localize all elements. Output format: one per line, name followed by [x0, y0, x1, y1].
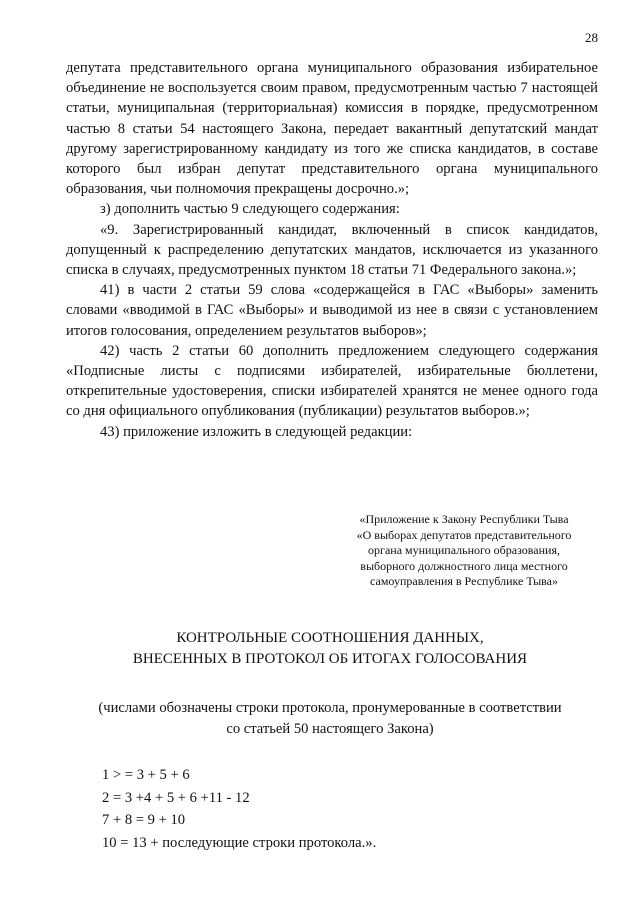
control-relations	[102, 764, 376, 854]
formula-line: 10 = 13 + последующие строки протокола.».	[102, 834, 377, 851]
appendix-note-line: самоуправления в Республике Тыва»	[370, 574, 558, 589]
body-text	[66, 58, 598, 442]
appendix-note-line: выборного должностного лица местного	[360, 558, 568, 573]
section-subheading	[60, 698, 600, 740]
paragraph-item-43: 43) приложение изложить в следующей редакции:	[100, 423, 413, 440]
section-heading	[60, 628, 600, 670]
subheading-line: со статьей 50 настоящего Закона)	[226, 721, 434, 737]
appendix-note	[332, 512, 596, 590]
paragraph-item-z: з) дополнить частью 9 следующего содержания:	[100, 201, 400, 218]
heading-line: ВНЕСЕННЫХ В ПРОТОКОЛ ОБ ИТОГАХ ГОЛОСОВАНИЯ	[132, 651, 528, 667]
paragraph-continuation: депутата представительного органа муниципального образования избирательное объединение не воспользуется своим правом, предусмотренным частью 7 настоящей статьи, муниципальная (территориальная) комиссия в порядке, предусмотренном частью 8 статьи 54 настоящего Закона, передает вакантный депутатский мандат другому зарегистрированному кандидату из того же списка кандидатов, в составе которого был избран депутат представительного органа муниципального образования, чьи полномочия прекращены досрочно.»;	[66, 60, 598, 198]
page-number: 28	[585, 30, 598, 45]
formula-line: 7 + 8 = 9 + 10	[102, 812, 186, 828]
formula-line: 2 = 3 +4 + 5 + 6 +11 - 12	[102, 789, 250, 806]
subheading-line: (числами обозначены строки протокола, пронумерованные в соответствии	[98, 700, 562, 716]
appendix-note-line: органа муниципального образования,	[368, 543, 560, 558]
appendix-note-line: «О выборах депутатов представительного	[356, 527, 572, 542]
paragraph-item-41: 41) в части 2 статьи 59 слова «содержащейся в ГАС «Выборы» заменить словами «вводимой в ГАС «Выборы» и выводимой из нее в связи с установлением итогов голосования, определением результатов выборов»;	[66, 282, 598, 339]
heading-line: КОНТРОЛЬНЫЕ СООТНОШЕНИЯ ДАННЫХ,	[176, 630, 484, 646]
paragraph-part-9: «9. Зарегистрированный кандидат, включенный в список кандидатов, допущенный к распределению депутатских мандатов, исключается из указанного списка в случаях, предусмотренных пунктом 18 статьи 71 Федерального закона.»;	[66, 221, 598, 279]
appendix-note-line: «Приложение к Закону Республики Тыва	[359, 512, 569, 526]
paragraph-item-42: 42) часть 2 статьи 60 дополнить предложением следующего содержания «Подписные листы с подписями избирателей, избирательные бюллетени, открепительные удостоверения, списки избирателей хранятся не менее одного года со дня официального опубликования (публикации) результатов выборов.»;	[66, 342, 598, 420]
formula-line: 1 > = 3 + 5 + 6	[102, 767, 190, 783]
